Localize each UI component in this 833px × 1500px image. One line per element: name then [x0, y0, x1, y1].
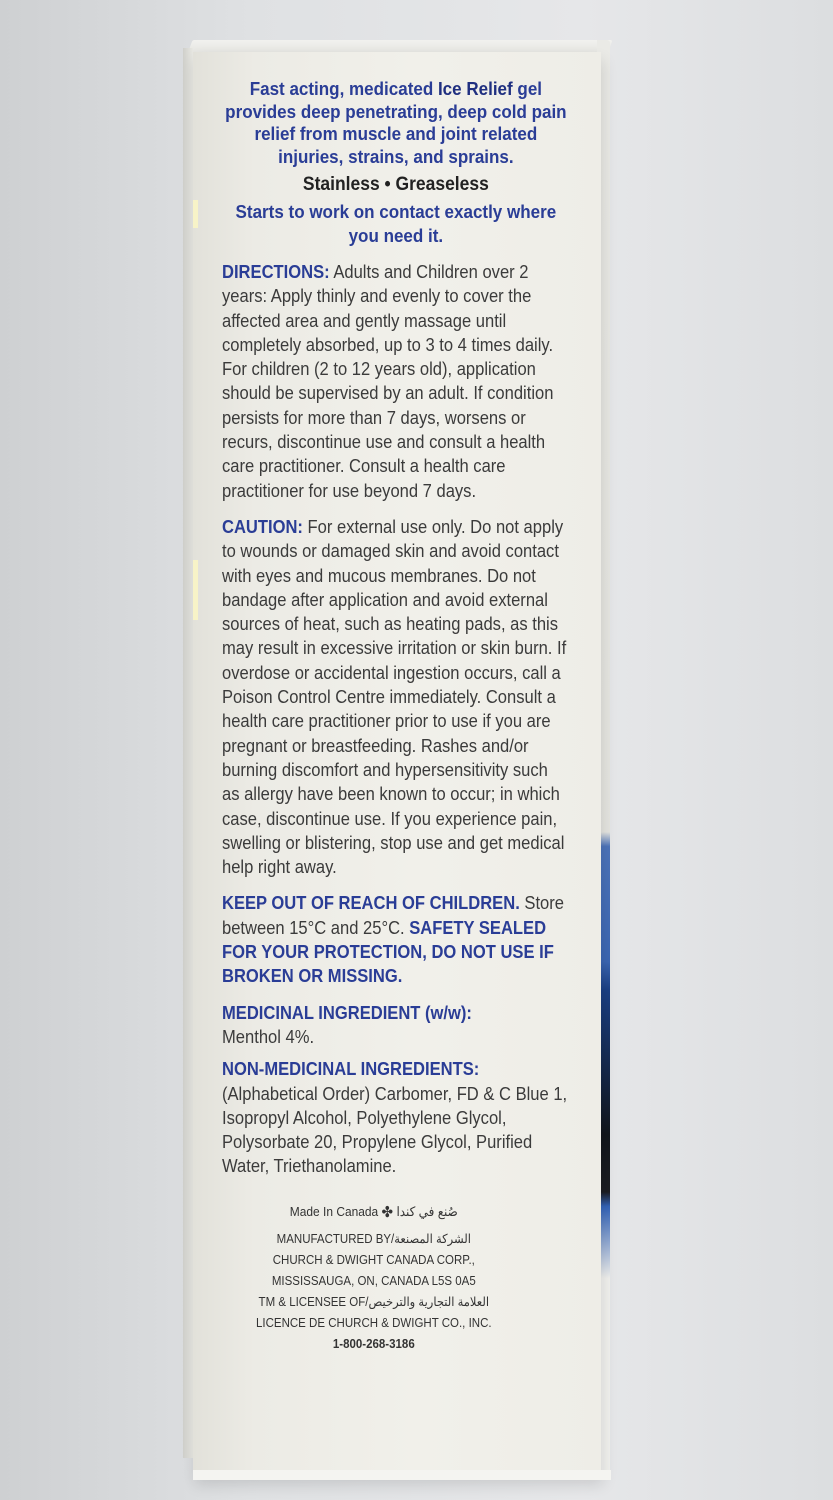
stainless-greaseless: Stainless • Greaseless	[302, 174, 489, 195]
made-in-row	[222, 1201, 526, 1223]
medicinal-text: Menthol 4%.	[222, 1026, 315, 1047]
safety-sealed: SAFETY SEALED FOR YOUR PROTECTION, DO NOT USE IF BROKEN OR MISSING.	[222, 917, 554, 987]
company-address: MISSISSAUGA, ON, CANADA L5S 0A5	[271, 1273, 476, 1288]
caution-section	[222, 515, 570, 879]
starts-to-work: Starts to work on contact exactly where you need it.	[235, 201, 557, 246]
intro-prefix: Fast acting, medicated	[249, 78, 438, 99]
manufactured-by: MANUFACTURED BY/	[276, 1231, 395, 1246]
caution-heading: CAUTION:	[222, 516, 303, 537]
company-name: CHURCH & DWIGHT CANADA CORP.,	[272, 1252, 475, 1267]
box-flap-mark	[193, 560, 198, 620]
box-flap-mark	[193, 200, 198, 228]
label-text-area	[222, 78, 568, 1355]
storage-section	[222, 891, 570, 988]
trademark-arabic: العلامة التجارية والترخيص	[368, 1294, 490, 1309]
directions-text: Adults and Children over 2 years: Apply thinly and evenly to cover the affected area and gently massage until completely absorbed, up to 3 to 4 times daily. For children (2 to 12 years old), application should be supervised by an adult. If condition persists for more than 7 days, worsens or recurs, discontinue use and consult a health care practitioner. Consult a health care practitioner for use beyond 7 days.	[222, 262, 554, 501]
medicinal-section	[222, 1001, 570, 1050]
trademark-licensee: TM & LICENSEE OF/	[258, 1294, 369, 1309]
keep-out-of-reach: KEEP OUT OF REACH OF CHILDREN.	[222, 893, 520, 914]
non-medicinal-section	[222, 1057, 570, 1178]
non-medicinal-text: (Alphabetical Order) Carbomer, FD & C Blue 1, Isopropyl Alcohol, Polyethylene Glycol, Polysorbate 20, Propylene Glycol, Purified Water, Triethanolamine.	[222, 1083, 568, 1177]
trademark-row	[222, 1292, 526, 1313]
directions-section	[222, 260, 570, 503]
medicinal-heading: MEDICINAL INGREDIENT (w/w):	[222, 1002, 472, 1023]
caution-text: For external use only. Do not apply to wounds or damaged skin and avoid contact with eyes and mucous membranes. Do not bandage after application and avoid external sources of heat, such as heating pads, as this may result in excessive irritation or skin burn. If overdose or accidental ingestion occurs, call a Poison Control Centre immediately. Consult a health care practitioner prior to use if you are pregnant or breastfeeding. Rashes and/or burning discomfort and hypersensitivity such as allergy have been known to occur; in which case, discontinue use. If you experience pain, swelling or blistering, stop use and get medical help right away.	[222, 516, 567, 878]
made-in-canada-arabic: صُنع في كندا	[396, 1203, 458, 1219]
box-left-edge	[183, 48, 193, 1458]
box-bottom-edge	[193, 1470, 611, 1480]
maple-leaf-icon: ✤	[381, 1203, 394, 1221]
storage-temperature: Store between 15°C and 25°C.	[222, 893, 564, 938]
manufactured-by-row	[222, 1229, 526, 1250]
phone-number: 1-800-268-3186	[332, 1336, 415, 1351]
manufacturer-footer	[222, 1201, 526, 1355]
manufactured-by-arabic: الشركة المصنعة	[394, 1231, 471, 1246]
intro-text	[222, 78, 570, 168]
non-medicinal-heading: NON-MEDICINAL INGREDIENTS:	[222, 1059, 480, 1080]
product-name: Ice Relief	[437, 78, 513, 99]
licence-line: LICENCE DE CHURCH & DWIGHT CO., INC.	[256, 1315, 492, 1330]
made-in-canada: Made In Canada	[289, 1203, 379, 1219]
intro-rest: gel provides deep penetrating, deep cold pain relief from muscle and joint related injuries, strains, and sprains.	[225, 78, 567, 167]
directions-heading: DIRECTIONS:	[222, 262, 330, 282]
